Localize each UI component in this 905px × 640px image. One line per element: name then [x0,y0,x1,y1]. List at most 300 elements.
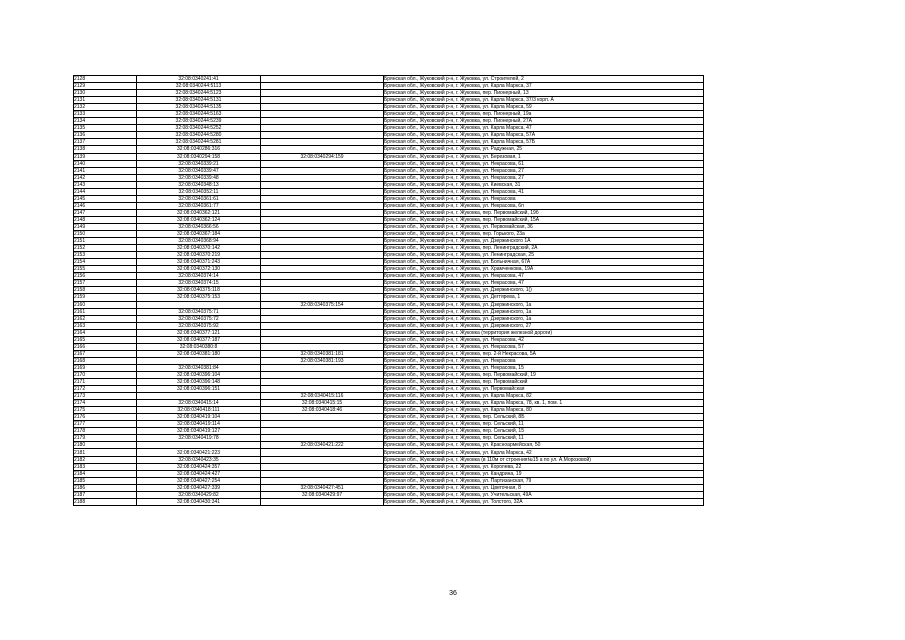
row-number-cell: 2179 [74,435,137,442]
related-cadastral-number-cell [261,449,384,456]
table-row [74,350,704,357]
address-cell: Брянская обл., Жуковский р-н, г. Жуковка, ул. Карла Маркса, 59 [384,104,704,111]
related-cadastral-number-cell [261,132,384,139]
related-cadastral-number-cell [261,83,384,90]
related-cadastral-number-cell [261,463,384,470]
related-cadastral-number-cell [261,336,384,343]
cadastral-number-cell: 32:08:0340421:223 [137,449,261,456]
row-number-cell: 2183 [74,463,137,470]
cadastral-number-cell: 32:08:0340430:341 [137,498,261,505]
cadastral-number-cell: 32:08:0340375:118 [137,287,261,294]
row-number-cell: 2171 [74,379,137,386]
related-cadastral-number-cell [261,181,384,188]
address-cell: Брянская обл., Жуковский р-н, г. Жуковка, пер. Пионерный, 27А [384,118,704,125]
table-row [74,83,704,90]
row-number-cell: 2135 [74,125,137,132]
address-cell: Брянская обл., Жуковский р-н, г. Жуковка, ул. Киевская, 31 [384,181,704,188]
table-row [74,484,704,491]
table-row [74,491,704,498]
address-cell: Брянская обл., Жуковский р-н, г. Жуковка, ул. Дзержинского, 1а [384,308,704,315]
related-cadastral-number-cell [261,139,384,146]
related-cadastral-number-cell [261,174,384,181]
address-cell: Брянская обл., Жуковский р-н, г. Жуковка, ул. Цветочная, 8 [384,484,704,491]
related-cadastral-number-cell: 32:08:0340415:116 [261,393,384,400]
table-row [74,329,704,336]
row-number-cell: 2168 [74,357,137,364]
related-cadastral-number-cell: 32:08:0340381:193 [261,357,384,364]
row-number-cell: 2187 [74,491,137,498]
related-cadastral-number-cell [261,188,384,195]
address-cell: Брянская обл., Жуковский р-н, г. Жуковка, ул. Некрасова, 27 [384,167,704,174]
cadastral-number-cell: 32:08:0340244:5163 [137,111,261,118]
address-cell: Брянская обл., Жуковский р-н, г. Жуковка, ул. Карла Маркса, 78, кв. 1, пом. 1 [384,400,704,407]
address-cell: Брянская обл., Жуковский р-н, г. Жуковка, ул. Красноармейская, 50 [384,442,704,449]
address-cell: Брянская обл., Жуковский р-н, г. Жуковка, ул. Больничная, 67А [384,259,704,266]
table-row [74,90,704,97]
cadastral-number-cell: 32:08:0340241:41 [137,76,261,83]
row-number-cell: 2186 [74,484,137,491]
row-number-cell: 2146 [74,202,137,209]
cadastral-number-cell: 32:08:0340352:11 [137,188,261,195]
address-cell: Брянская обл., Жуковский р-н, г. Жуковка, ул. Ленинградская, 25 [384,252,704,259]
address-cell: Брянская обл., Жуковский р-н, г. Жуковка, ул. Карла Маркса, 82 [384,393,704,400]
related-cadastral-number-cell: 32:08:0340418:46 [261,407,384,414]
table-row [74,125,704,132]
table-row [74,400,704,407]
table-row [74,266,704,273]
address-cell: Брянская обл., Жуковский р-н, г. Жуковка, ул. Толстого, 32А [384,498,704,505]
address-cell: Брянская обл., Жуковский р-н, г. Жуковка, пер. Горького, 23а [384,231,704,238]
cadastral-number-cell: 32:08:0340368:94 [137,238,261,245]
cadastral-number-cell: 32:08:0340244:5252 [137,125,261,132]
address-cell: Брянская обл., Жуковский р-н, г. Жуковка, ул. Карла Маркса, 42 [384,449,704,456]
row-number-cell: 2150 [74,231,137,238]
related-cadastral-number-cell [261,322,384,329]
row-number-cell: 2140 [74,160,137,167]
table-row [74,343,704,350]
related-cadastral-number-cell [261,386,384,393]
row-number-cell: 2136 [74,132,137,139]
cadastral-number-cell: 32:08:0340244:5280 [137,132,261,139]
table-row [74,238,704,245]
cadastral-number-cell [137,301,261,308]
table-row [74,167,704,174]
table-row [74,118,704,125]
row-number-cell: 2178 [74,428,137,435]
table-row [74,435,704,442]
address-cell: Брянская обл., Жуковский р-н, г. Жуковка, ул. Некрасова, 61 [384,160,704,167]
row-number-cell: 2164 [74,329,137,336]
related-cadastral-number-cell [261,343,384,350]
row-number-cell: 2151 [74,238,137,245]
address-cell: Брянская обл., Жуковский р-н, г. Жуковка, ул. Дзержинского, 1а [384,315,704,322]
row-number-cell: 2141 [74,167,137,174]
table-row [74,153,704,160]
table-row [74,407,704,414]
table-row [74,245,704,252]
table-row [74,216,704,223]
row-number-cell: 2181 [74,449,137,456]
cadastral-number-cell: 32:08:0340339:47 [137,167,261,174]
address-cell: Брянская обл., Жуковский р-н, г. Жуковка, ул. Учительская, 49А [384,491,704,498]
row-number-cell: 2163 [74,322,137,329]
row-number-cell: 2139 [74,153,137,160]
address-cell: Брянская обл., Жуковский р-н, г. Жуковка, ул. Некрасова, 42 [384,336,704,343]
table-row [74,160,704,167]
table-row [74,188,704,195]
table-row [74,357,704,364]
row-number-cell: 2148 [74,216,137,223]
row-number-cell: 2143 [74,181,137,188]
row-number-cell: 2145 [74,195,137,202]
cadastral-number-cell: 32:08:0340367:184 [137,231,261,238]
table-row [74,146,704,153]
address-cell: Брянская обл., Жуковский р-н, г. Жуковка, ул. Карла Маркса, 47 [384,125,704,132]
cadastral-number-cell: 32:08:0340375:72 [137,315,261,322]
related-cadastral-number-cell [261,329,384,336]
cadastral-register-table [73,75,704,506]
row-number-cell: 2175 [74,407,137,414]
related-cadastral-number-cell [261,371,384,378]
cadastral-number-cell: 32:08:0340375:153 [137,294,261,301]
related-cadastral-number-cell [261,202,384,209]
row-number-cell: 2176 [74,414,137,421]
row-number-cell: 2182 [74,456,137,463]
address-cell: Брянская обл., Жуковский р-н, г. Жуковка, ул. Дзержинского, 1() [384,287,704,294]
table-row [74,456,704,463]
address-cell: Брянская обл., Жуковский р-н, г. Жуковка, ул. Первомайская [384,386,704,393]
related-cadastral-number-cell [261,421,384,428]
table-row [74,364,704,371]
row-number-cell: 2129 [74,83,137,90]
address-cell: Брянская обл., Жуковский р-н, г. Жуковка, пер. Пионерный, 19а [384,111,704,118]
address-cell: Брянская обл., Жуковский р-н, г. Жуковка, пер. Первомайский [384,379,704,386]
related-cadastral-number-cell [261,259,384,266]
related-cadastral-number-cell: 32:08:0340294:159 [261,153,384,160]
table-row [74,386,704,393]
cadastral-number-cell: 32:08:0340381:84 [137,364,261,371]
row-number-cell: 2152 [74,245,137,252]
related-cadastral-number-cell [261,364,384,371]
address-cell: Брянская обл., Жуковский р-н, г. Жуковка, ул. Дзержинского, 1а [384,301,704,308]
cadastral-number-cell: 32:08:0340244:5131 [137,97,261,104]
address-cell: Брянская обл., Жуковский р-н, г. Жуковка, ул. Королева, 22 [384,463,704,470]
cadastral-number-cell: 32:08:0340244:5113 [137,83,261,90]
cadastral-number-cell: 32:08:0340361:61 [137,195,261,202]
cadastral-number-cell: 32:08:0340380:8 [137,343,261,350]
address-cell: Брянская обл., Жуковский р-н, г. Жуковка, пер. Сельский, 11 [384,421,704,428]
related-cadastral-number-cell [261,280,384,287]
table-row [74,294,704,301]
table-row [74,76,704,83]
table-row [74,470,704,477]
related-cadastral-number-cell [261,104,384,111]
cadastral-number-cell: 32:08:0340371:243 [137,259,261,266]
table-row [74,280,704,287]
related-cadastral-number-cell [261,414,384,421]
row-number-cell: 2158 [74,287,137,294]
table-row [74,449,704,456]
row-number-cell: 2144 [74,188,137,195]
cadastral-number-cell: 32:08:0340375:92 [137,322,261,329]
cadastral-number-cell: 32:08:0340396:104 [137,371,261,378]
cadastral-number-cell: 32:08:0340244:5123 [137,90,261,97]
row-number-cell: 2174 [74,400,137,407]
row-number-cell: 2162 [74,315,137,322]
related-cadastral-number-cell [261,287,384,294]
related-cadastral-number-cell: 32:08:0340381:181 [261,350,384,357]
table-row [74,463,704,470]
related-cadastral-number-cell [261,97,384,104]
cadastral-number-cell: 32:08:0340427:339 [137,484,261,491]
related-cadastral-number-cell: 32:08:0340375:154 [261,301,384,308]
related-cadastral-number-cell: 32:08:0340421:222 [261,442,384,449]
address-cell: Брянская обл., Жуковский р-н, г. Жуковка, ул. Карла Маркса, 37/3 корп. А [384,97,704,104]
row-number-cell: 2153 [74,252,137,259]
related-cadastral-number-cell [261,245,384,252]
address-cell: Брянская обл., Жуковский р-н, г. Жуковка, пер. Первомайский, 15А [384,216,704,223]
row-number-cell: 2149 [74,223,137,230]
row-number-cell: 2160 [74,301,137,308]
table-row [74,322,704,329]
table-row [74,498,704,505]
row-number-cell: 2137 [74,139,137,146]
table-row [74,195,704,202]
row-number-cell: 2156 [74,273,137,280]
cadastral-number-cell [137,393,261,400]
cadastral-number-cell: 32:08:0340366:56 [137,223,261,230]
cadastral-number-cell: 32:08:0340375:71 [137,308,261,315]
row-number-cell: 2184 [74,470,137,477]
table-row [74,104,704,111]
related-cadastral-number-cell [261,266,384,273]
cadastral-number-cell: 32:08:0340362:121 [137,209,261,216]
address-cell: Брянская обл., Жуковский р-н, г. Жуковка, ул. Строителей, 2 [384,76,704,83]
row-number-cell: 2172 [74,386,137,393]
row-number-cell: 2131 [74,97,137,104]
table-row [74,259,704,266]
row-number-cell: 2159 [74,294,137,301]
row-number-cell: 2169 [74,364,137,371]
table-row [74,336,704,343]
row-number-cell: 2185 [74,477,137,484]
cadastral-number-cell: 32:08:0340419:78 [137,435,261,442]
address-cell: Брянская обл., Жуковский р-н, г. Жуковка, ул. Карла Маркса, 57А [384,132,704,139]
row-number-cell: 2180 [74,442,137,449]
cadastral-number-cell: 32:08:0340370:219 [137,252,261,259]
table-row [74,301,704,308]
cadastral-number-cell: 32:08:0340370:142 [137,245,261,252]
related-cadastral-number-cell [261,125,384,132]
address-cell: Брянская обл., Жуковский р-н, г. Жуковка, ул. Карла Маркса, 80 [384,407,704,414]
table-row [74,315,704,322]
table-row [74,379,704,386]
address-cell: Брянская обл., Жуковский р-н, г. Жуковка, пер. Сельский, 11 [384,435,704,442]
table-row [74,252,704,259]
address-cell: Брянская обл., Жуковский р-н, г. Жуковка, ул. Некрасова [384,195,704,202]
table-row [74,287,704,294]
related-cadastral-number-cell [261,470,384,477]
cadastral-number-cell: 32:08:0340339:21 [137,160,261,167]
address-cell: Брянская обл., Жуковский р-н, г. Жуковка, ул. Некрасова [384,357,704,364]
row-number-cell: 2142 [74,174,137,181]
row-number-cell: 2157 [74,280,137,287]
row-number-cell: 2167 [74,350,137,357]
row-number-cell: 2177 [74,421,137,428]
row-number-cell: 2173 [74,393,137,400]
related-cadastral-number-cell [261,160,384,167]
address-cell: Брянская обл., Жуковский р-н, г. Жуковка, ул. Некрасова, 6п [384,202,704,209]
related-cadastral-number-cell [261,118,384,125]
cadastral-number-cell: 32:08:0340374:15 [137,280,261,287]
table-row [74,371,704,378]
address-cell: Брянская обл., Жуковский р-н, г. Жуковка, ул. Некрасова, 47 [384,280,704,287]
table-row [74,477,704,484]
address-cell: Брянская обл., Жуковский р-н, г. Жуковка, пер. Первомайский, 19б [384,209,704,216]
table-row [74,393,704,400]
table-row [74,428,704,435]
address-cell: Брянская обл., Жуковский р-н, г. Жуковка, пер. Пионерный, 13 [384,90,704,97]
row-number-cell: 2154 [74,259,137,266]
address-cell: Брянская обл., Жуковский р-н, г. Жуковка (территория железной дороги) [384,329,704,336]
related-cadastral-number-cell [261,428,384,435]
related-cadastral-number-cell [261,90,384,97]
address-cell: Брянская обл., Жуковский р-н, г. Жуковка, пер. Сельский, 15 [384,428,704,435]
table-row [74,231,704,238]
address-cell: Брянская обл., Жуковский р-н, г. Жуковка, ул. Дегтярева, 1 [384,294,704,301]
table-row [74,308,704,315]
table-row [74,442,704,449]
row-number-cell: 2170 [74,371,137,378]
related-cadastral-number-cell [261,167,384,174]
cadastral-number-cell: 32:08:0340427:254 [137,477,261,484]
address-cell: Брянская обл., Жуковский р-н, г. Жуковка (в 110м от строения№15 а по ул. А.Морозовой) [384,456,704,463]
cadastral-number-cell [137,357,261,364]
address-cell: Брянская обл., Жуковский р-н, г. Жуковка, ул. Некрасова, 47 [384,273,704,280]
address-cell: Брянская обл., Жуковский р-н, г. Жуковка, ул. Некрасова, 27 [384,174,704,181]
address-cell: Брянская обл., Жуковский р-н, г. Жуковка, ул. Березовая, 1 [384,153,704,160]
address-cell: Брянская обл., Жуковский р-н, г. Жуковка, пер. Первомайский, 19 [384,371,704,378]
related-cadastral-number-cell [261,273,384,280]
related-cadastral-number-cell [261,146,384,153]
page-number: 36 [449,590,457,597]
related-cadastral-number-cell: 32:08:0340429:97 [261,491,384,498]
row-number-cell: 2133 [74,111,137,118]
row-number-cell: 2161 [74,308,137,315]
table-row [74,202,704,209]
address-cell: Брянская обл., Жуковский р-н, г. Жуковка, пер. Сельский, 8Б [384,414,704,421]
cadastral-number-cell: 32:08:0340244:5239 [137,118,261,125]
address-cell: Брянская обл., Жуковский р-н, г. Жуковка, ул. Партизанская, 79 [384,477,704,484]
row-number-cell: 2128 [74,76,137,83]
table-row [74,223,704,230]
cadastral-number-cell: 32:08:0340374:14 [137,273,261,280]
table-row [74,97,704,104]
cadastral-number-cell: 32:08:0340415:14 [137,400,261,407]
cadastral-number-cell: 32:08:0340423:35 [137,456,261,463]
address-cell: Брянская обл., Жуковский р-н, г. Жуковка, ул. Карла Маркса, 57Б [384,139,704,146]
cadastral-number-cell: 32:08:0340362:124 [137,216,261,223]
address-cell: Брянская обл., Жуковский р-н, г. Жуковка, ул. Первомайская, 36 [384,223,704,230]
cadastral-number-cell: 32:08:0340348:13 [137,181,261,188]
address-cell: Брянская обл., Жуковский р-н, г. Жуковка, ул. Карла Маркса, 37 [384,83,704,90]
register-table-body [74,76,704,506]
row-number-cell: 2155 [74,266,137,273]
cadastral-number-cell: 32:08:0340424:357 [137,463,261,470]
cadastral-number-cell: 32:08:0340381:180 [137,350,261,357]
related-cadastral-number-cell [261,111,384,118]
table-row [74,414,704,421]
cadastral-number-cell: 32:08:0340396:151 [137,386,261,393]
cadastral-number-cell: 32:08:0340244:5135 [137,104,261,111]
related-cadastral-number-cell [261,252,384,259]
related-cadastral-number-cell [261,238,384,245]
table-row [74,174,704,181]
cadastral-number-cell: 32:08:0340377:121 [137,329,261,336]
row-number-cell: 2166 [74,343,137,350]
address-cell: Брянская обл., Жуковский р-н, г. Жуковка, пер. Ленинградский, 2А [384,245,704,252]
table-row [74,209,704,216]
address-cell: Брянская обл., Жуковский р-н, г. Жуковка, ул. Некрасова, 57 [384,343,704,350]
row-number-cell: 2188 [74,498,137,505]
address-cell: Брянская обл., Жуковский р-н, г. Жуковка, ул. Радужная, 25 [384,146,704,153]
address-cell: Брянская обл., Жуковский р-н, г. Жуковка, ул. Кандрина, 19 [384,470,704,477]
cadastral-number-cell [137,442,261,449]
cadastral-number-cell: 32:08:0340244:5281 [137,139,261,146]
cadastral-number-cell: 32:08:0340419:104 [137,414,261,421]
row-number-cell: 2134 [74,118,137,125]
related-cadastral-number-cell [261,435,384,442]
cadastral-number-cell: 32:08:0340419:127 [137,428,261,435]
cadastral-number-cell: 32:08:0340396:148 [137,379,261,386]
row-number-cell: 2165 [74,336,137,343]
address-cell: Брянская обл., Жуковский р-н, г. Жуковка, ул. Некрасова, 41 [384,188,704,195]
related-cadastral-number-cell [261,216,384,223]
cadastral-number-cell: 32:08:0340294:158 [137,153,261,160]
address-cell: Брянская обл., Жуковский р-н, г. Жуковка, пер. 2-й Некрасова, 5А [384,350,704,357]
address-cell: Брянская обл., Жуковский р-н, г. Жуковка, ул. Некрасова, 15 [384,364,704,371]
related-cadastral-number-cell [261,308,384,315]
cadastral-number-cell: 32:08:0340419:114 [137,421,261,428]
address-cell: Брянская обл., Жуковский р-н, г. Жуковка, ул. Дзержинского, 27 [384,322,704,329]
cadastral-number-cell: 32:08:0340286:316 [137,146,261,153]
related-cadastral-number-cell [261,223,384,230]
table-row [74,181,704,188]
related-cadastral-number-cell [261,231,384,238]
table-row [74,273,704,280]
related-cadastral-number-cell [261,379,384,386]
table-row [74,421,704,428]
related-cadastral-number-cell [261,315,384,322]
related-cadastral-number-cell: 32:08:0340427:451 [261,484,384,491]
related-cadastral-number-cell [261,294,384,301]
related-cadastral-number-cell [261,456,384,463]
related-cadastral-number-cell [261,76,384,83]
related-cadastral-number-cell: 32:08:0340415:15 [261,400,384,407]
cadastral-number-cell: 32:08:0340424:427 [137,470,261,477]
address-cell: Брянская обл., Жуковский р-н, г. Жуковка, ул. Дзержинского 1А [384,238,704,245]
related-cadastral-number-cell [261,498,384,505]
row-number-cell: 2147 [74,209,137,216]
cadastral-number-cell: 32:08:0340429:82 [137,491,261,498]
related-cadastral-number-cell [261,195,384,202]
table-row [74,139,704,146]
row-number-cell: 2130 [74,90,137,97]
cadastral-number-cell: 32:08:0340372:130 [137,266,261,273]
cadastral-number-cell: 32:08:0340377:187 [137,336,261,343]
cadastral-number-cell: 32:08:0340418:111 [137,407,261,414]
address-cell: Брянская обл., Жуковский р-н, г. Жуковка, ул. Храмченкова, 19А [384,266,704,273]
